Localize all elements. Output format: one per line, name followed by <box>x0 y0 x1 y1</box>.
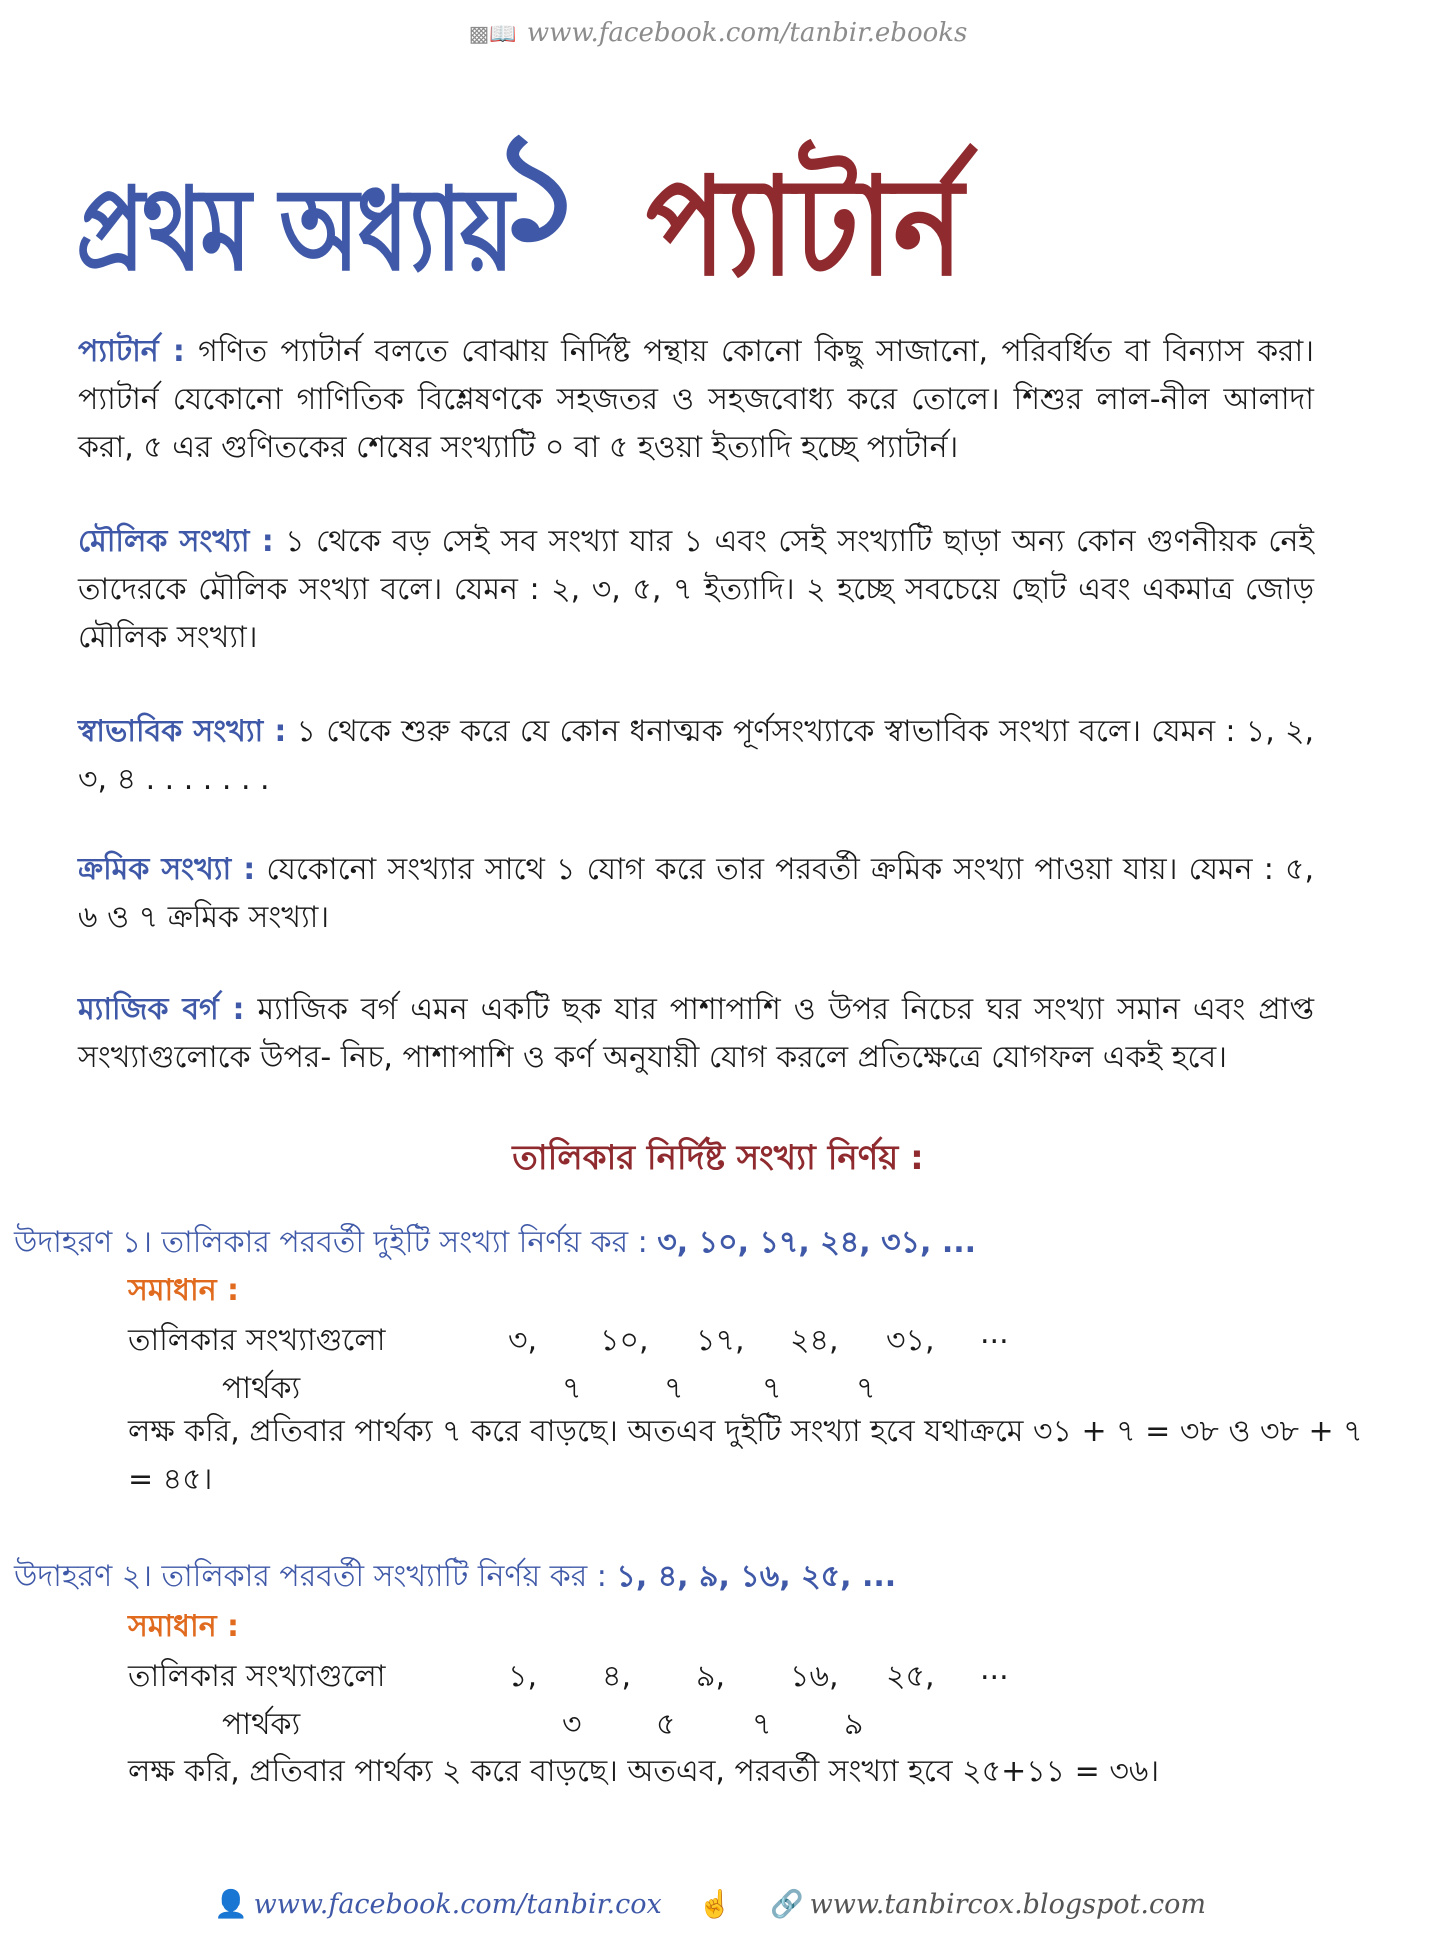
example-1-number: ৩, <box>508 1323 538 1358</box>
chapter-name: প্যাটার্ন <box>646 147 964 306</box>
example-1-number: ৩১, <box>886 1323 935 1358</box>
example-1-number: ১৭, <box>696 1323 745 1358</box>
example-sequence: ১, ৪, ৯, ১৬, ২৫, ... <box>616 1559 897 1594</box>
example-2-number: ... <box>980 1652 1009 1687</box>
books-icon: ▩📖 <box>468 22 517 47</box>
page-footer <box>0 1888 1436 1928</box>
chapter-number: ১ <box>488 100 586 274</box>
definition-term: ক্রমিক সংখ্যা : <box>78 852 256 887</box>
example-2-diff: ৫ <box>656 1707 676 1742</box>
definition-term: মৌলিক সংখ্যা : <box>78 524 274 559</box>
definition-term: স্বাভাবিক সংখ্যা : <box>78 714 287 749</box>
example-title-text: উদাহরণ ২। তালিকার পরবর্তী সংখ্যাটি নির্ণয় কর : <box>14 1559 617 1594</box>
definition-natural-number <box>78 708 1314 804</box>
example-2-number: ৯, <box>696 1659 726 1694</box>
example-2-number: ১৬, <box>790 1659 839 1694</box>
example-2-note: লক্ষ করি, প্রতিবার পার্থক্য ২ করে বাড়ছে। অতএব, পরবর্তী সংখ্যা হবে ২৫+১১ = ৩৬। <box>128 1754 1160 1789</box>
example-title-text: উদাহরণ ১। তালিকার পরবর্তী দুইটি সংখ্যা নির্ণয় কর : <box>14 1225 658 1260</box>
example-2-diff: ৯ <box>844 1707 864 1742</box>
example-1-diff: ৭ <box>664 1371 684 1406</box>
example-1-diff-label: পার্থক্য <box>222 1371 301 1406</box>
definition-text: যেকোনো সংখ্যার সাথে ১ যোগ করে তার পরবর্তী ক্রমিক সংখ্যা পাওয়া যায়। যেমন : ৫, ৬ ও ৭ ক্রমিক সংখ্যা। <box>78 852 1314 935</box>
example-1-number: ১০, <box>600 1323 649 1358</box>
example-1-number: ... <box>980 1316 1009 1351</box>
example-sequence: ৩, ১০, ১৭, ২৪, ৩১, ... <box>657 1225 977 1260</box>
link-icon: 🔗 <box>770 1889 804 1920</box>
example-2-diff: ৭ <box>752 1707 772 1742</box>
definition-pattern <box>78 328 1314 472</box>
page-header <box>0 18 1436 48</box>
example-2-numbers-label: তালিকার সংখ্যাগুলো <box>128 1659 386 1694</box>
definition-text: ১ থেকে বড় সেই সব সংখ্যা যার ১ এবং সেই সংখ্যাটি ছাড়া অন্য কোন গুণনীয়ক নেই তাদেরকে মৌলিক সংখ্যা বলে। যেমন : ২, ৩, ৫, ৭ ইত্যাদি। ২ হচ্ছে সবচেয়ে ছোট এবং একমাত্র জোড় মৌলিক সংখ্যা। <box>78 524 1314 655</box>
definition-prime-number <box>78 518 1314 662</box>
example-1-diff: ৭ <box>856 1371 876 1406</box>
example-2-diff: ৩ <box>562 1707 582 1742</box>
hand-pointer-icon: ☝ <box>698 1889 732 1920</box>
definition-text: গণিত প্যাটার্ন বলতে বোঝায় নির্দিষ্ট পন্থায় কোনো কিছু সাজানো, পরিবর্ধিত বা বিন্যাস করা। প্যাটার্ন যেকোনো গাণিতিক বিশ্লেষণকে সহজতর ও সহজবোধ্য করে তোলে। শিশুর লাল-নীল আলাদা করা, ৫ এর গুণিতকের শেষের সংখ্যাটি ০ বা ৫ হওয়া ইত্যাদি হচ্ছে প্যাটার্ন। <box>78 334 1314 465</box>
example-1-diff: ৭ <box>762 1371 782 1406</box>
header-url[interactable]: www.facebook.com/tanbir.ebooks <box>526 18 968 48</box>
user-icon: 👤 <box>214 1889 248 1920</box>
example-2-solution-label: সমাধান : <box>128 1609 240 1644</box>
example-1-numbers-label: তালিকার সংখ্যাগুলো <box>128 1323 386 1358</box>
example-2-diff-label: পার্থক্য <box>222 1707 301 1742</box>
section-heading: তালিকার নির্দিষ্ট সংখ্যা নির্ণয় : <box>512 1138 924 1178</box>
example-2-number: ২৫, <box>886 1659 935 1694</box>
example-1-solution-label: সমাধান : <box>128 1273 240 1308</box>
definition-term: প্যাটার্ন : <box>78 334 185 369</box>
example-1-diff: ৭ <box>562 1371 582 1406</box>
definition-text: ম্যাজিক বর্গ এমন একটি ছক যার পাশাপাশি ও উপর নিচের ঘর সংখ্যা সমান এবং প্রাপ্ত সংখ্যাগুলোকে উপর- নিচ, পাশাপাশি ও কর্ণ অনুযায়ী যোগ করলে প্রতিক্ষেত্রে যোগফল একই হবে। <box>78 992 1314 1075</box>
example-1-title <box>14 1218 976 1269</box>
example-2-title <box>14 1552 896 1603</box>
definition-text: ১ থেকে শুরু করে যে কোন ধনাত্মক পূর্ণসংখ্যাকে স্বাভাবিক সংখ্যা বলে। যেমন : ১, ২, ৩, ৪ . . . . . . . <box>78 714 1314 797</box>
definition-magic-square <box>78 986 1314 1082</box>
footer-link-text: www.facebook.com/tanbir.cox <box>253 1889 662 1920</box>
chapter-label: প্রথম অধ্যায় <box>76 162 513 297</box>
example-1-number: ২৪, <box>790 1323 839 1358</box>
chapter-title <box>76 100 1376 306</box>
definition-consecutive-number <box>78 846 1314 942</box>
example-1-note: লক্ষ করি, প্রতিবার পার্থক্য ৭ করে বাড়ছে। অতএব দুইটি সংখ্যা হবে যথাক্রমে ৩১ + ৭ = ৩৮ ও ৩৮ + ৭ = ৪৫। <box>128 1414 1363 1497</box>
example-2-number: ৪, <box>602 1659 632 1694</box>
definition-term: ম্যাজিক বর্গ : <box>78 992 245 1027</box>
footer-facebook-link[interactable] <box>214 1888 662 1920</box>
example-2-number: ১, <box>508 1659 538 1694</box>
footer-link-text: www.tanbircox.blogspot.com <box>809 1889 1206 1920</box>
footer-blog-link[interactable] <box>770 1888 1206 1920</box>
